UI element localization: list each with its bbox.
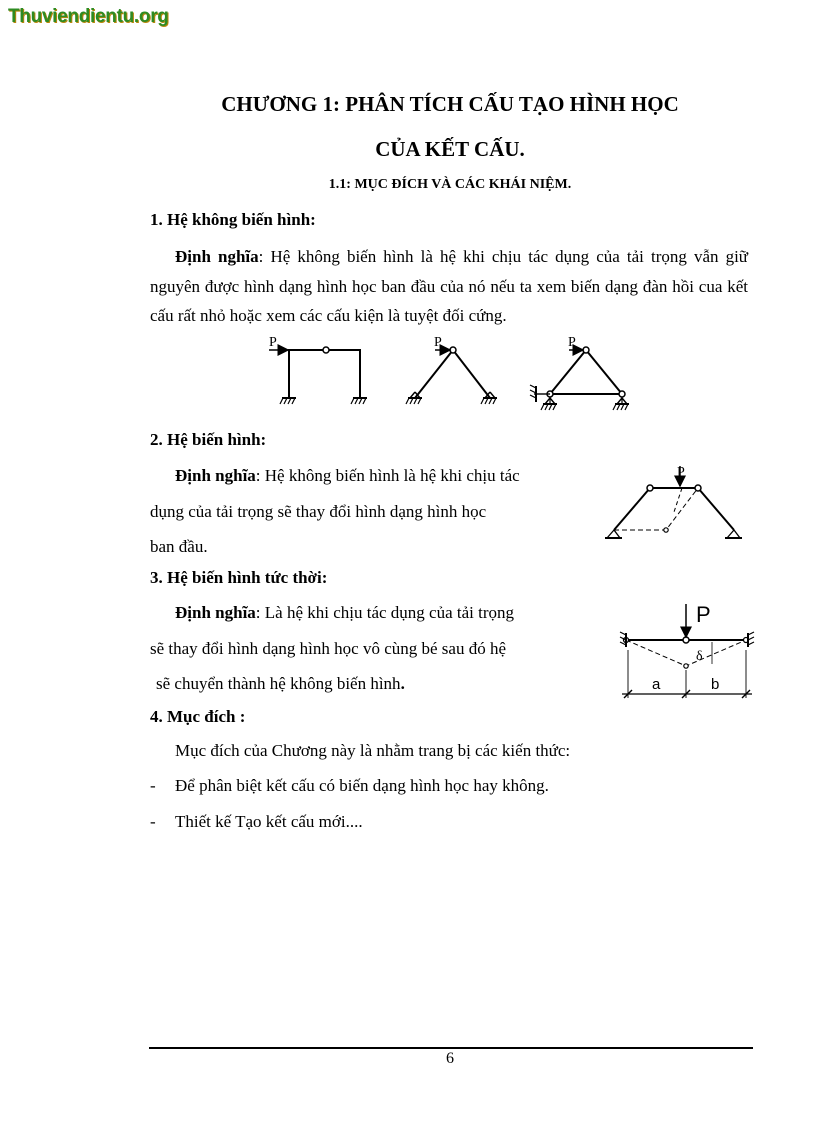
load-label: P	[434, 335, 442, 350]
section-subtitle: 1.1: MỤC ĐÍCH VÀ CÁC KHÁI NIỆM.	[328, 177, 572, 192]
load-label: P	[696, 602, 711, 627]
footer-divider	[149, 1047, 753, 1049]
list-item: Để phân biệt kết cấu có biến dạng hình học hay không.	[175, 776, 549, 795]
section3-paragraph: Định nghĩa: Là hệ khi chịu tác dụng của tải trọng sẽ thay đổi hình dạng hình học vô cùng bé sau đó hệ sẽ chuyển thành hệ không biến hình.	[150, 603, 515, 693]
load-label: P	[568, 335, 576, 350]
page-number: 6	[446, 1050, 454, 1067]
unstable-structure-figure	[600, 462, 750, 542]
dimension-a-label: a	[652, 676, 661, 693]
section1-text: : Hệ không biến hình là hệ khi chịu tác dụng của tải trọng vẫn giữ nguyên được hình dạng hình học ban đầu của nó nếu ta xem biến dạng đàn hồi cua kết cấu rất nhỏ hoặc xem các cấu kiện là tuyệt đối cứng.	[150, 247, 749, 325]
section2-term: Định nghĩa	[175, 466, 256, 485]
watermark-logo: Thuviendientu.org	[8, 6, 169, 27]
bullet-marker: -	[150, 812, 156, 831]
section4-heading: 4. Mục đích :	[150, 707, 246, 726]
stable-structures-figure	[260, 330, 650, 420]
section2-heading: 2. Hệ biến hình:	[150, 430, 267, 449]
section2-paragraph: Định nghĩa: Hệ không biến hình là hệ khi chịu tác dụng của tải trọng sẽ thay đổi hình dạng hình học ban đầu.	[150, 466, 520, 556]
load-label: P	[269, 335, 277, 350]
section1-heading: 1. Hệ không biến hình:	[150, 210, 316, 229]
section3-heading: 3. Hệ biến hình tức thời:	[150, 568, 328, 587]
frame-three-hinged-arch	[406, 335, 497, 404]
frame-triangle-truss	[530, 335, 629, 410]
instantaneously-unstable-figure	[612, 598, 772, 708]
list-item: Thiết kế Tạo kết cấu mới....	[175, 812, 363, 831]
delta-label: δ	[696, 649, 703, 664]
chapter-title-line1: CHƯƠNG 1: PHÂN TÍCH CẤU TẠO HÌNH HỌC	[221, 92, 679, 116]
chapter-title-line2: CỦA KẾT CẤU.	[375, 137, 525, 161]
section4-intro: Mục đích của Chương này là nhằm trang bị các kiến thức:	[175, 741, 571, 760]
section1-term: Định nghĩa	[175, 247, 259, 266]
dimension-b-label: b	[711, 676, 720, 693]
load-label: P	[677, 465, 685, 480]
section1-paragraph	[150, 242, 748, 331]
bullet-marker: -	[150, 776, 156, 795]
frame-portal	[269, 335, 367, 404]
section3-term: Định nghĩa	[175, 603, 256, 622]
